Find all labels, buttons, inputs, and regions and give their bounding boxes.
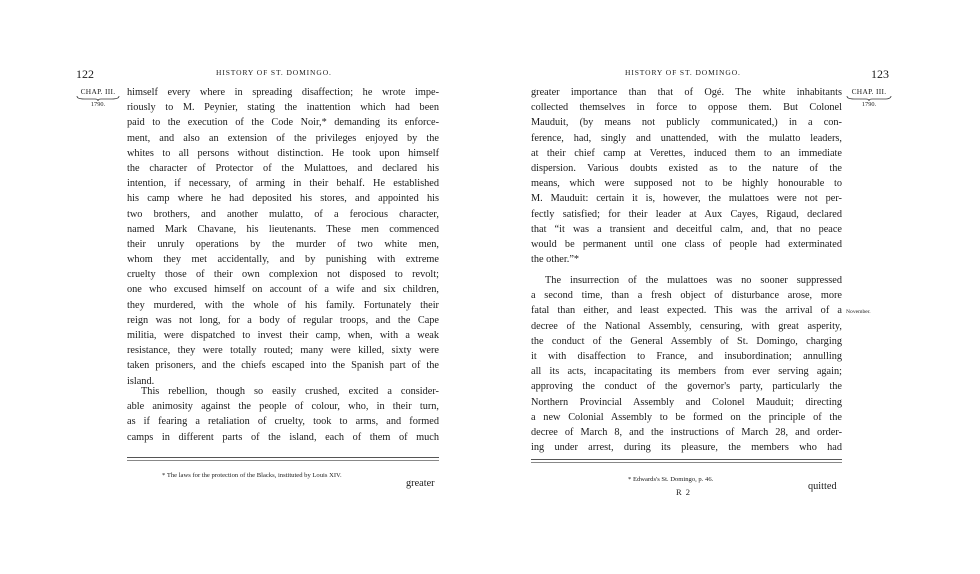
text-line: means, which were supposed not to be highly honourable to xyxy=(531,178,842,190)
text-line: dispersion. Various doubts existed as to the nature of the xyxy=(531,162,842,174)
text-line: taken prisoners, and the chiefs escaped into the Spanish part of the xyxy=(127,360,439,372)
text-line: able animosity against the people of colour, who, in their turn, xyxy=(127,401,439,413)
text-line: two brothers, and another mulatto, of a ferocious character, xyxy=(127,208,439,220)
chapter-label: CHAP. III. xyxy=(80,87,116,96)
year-label: 1790. xyxy=(861,101,877,109)
paragraph xyxy=(127,85,439,389)
signature-mark: R 2 xyxy=(676,487,692,497)
running-head: HISTORY OF ST. DOMINGO. xyxy=(625,68,741,77)
text-line: whites to all persons without distinction. He took upon himself xyxy=(127,147,439,159)
catchword: greater xyxy=(406,478,435,489)
text-line: decree of the National Assembly, censuring, with great asperity, xyxy=(531,320,842,332)
text-line: resistance, they were totally routed; many were killed, sixty were xyxy=(127,345,439,357)
text-line: would be permanent until one class of people had exterminated xyxy=(531,238,842,250)
text-line: one who excused himself on account of a wife and six children, xyxy=(127,284,439,296)
chapter-label: CHAP. III. xyxy=(851,87,887,96)
year-label: 1790. xyxy=(90,101,106,109)
footnote-rule xyxy=(127,460,439,461)
text-line: Northern Provincial Assembly and Colonel Mauduit; directing xyxy=(531,396,842,408)
text-line: camps in different parts of the island, each of them of much xyxy=(127,431,439,443)
footnote: * Edwards's St. Domingo, p. 46. xyxy=(628,476,714,483)
text-line: The insurrection of the mulattoes was no sooner suppressed xyxy=(545,275,842,286)
footnote-rule xyxy=(531,459,842,460)
text-line: it with disaffection to France, and insubordination; annulling xyxy=(531,350,842,362)
right-page xyxy=(490,0,980,574)
text-line: his camp where he had deposited his stores, and appointed his xyxy=(127,193,439,205)
text-line: collected themselves in force to oppose them. But Colonel xyxy=(531,102,842,114)
page-number: 123 xyxy=(871,67,889,81)
text-line: approving the conduct of the governor's party, particularly the xyxy=(531,381,842,393)
text-line: greater importance than that of Ogé. The white inhabitants xyxy=(531,87,842,98)
text-line: ference, had, singly and unattended, with the mulatto leaders, xyxy=(531,132,842,144)
text-line: fectly satisfied; for their leader at Aux Cayes, Rigaud, declared xyxy=(531,208,842,220)
running-head: HISTORY OF ST. DOMINGO. xyxy=(216,68,332,77)
text-line: cruelty those of their own complexion not disposed to revolt; xyxy=(127,269,439,281)
text-line: ment, and also an extension of the privileges enjoyed by the xyxy=(127,132,439,144)
chapter-margin-note xyxy=(76,88,120,109)
text-line: himself every where in spreading disaffection; he wrote impe- xyxy=(127,87,439,98)
text-line: they murdered, with the whole of his family. Fortunately their xyxy=(127,299,439,311)
text-line: militia, were dispatched to invest their camp, when, with a weak xyxy=(127,330,439,341)
catchword: quitted xyxy=(808,481,837,492)
text-line: named Mark Chavane, his lieutenants. These men commenced xyxy=(127,223,439,235)
paragraph xyxy=(127,384,439,445)
chapter-margin-note xyxy=(846,88,892,109)
text-line: as if fearing a retaliation of cruelty, took to arms, and formed xyxy=(127,416,439,428)
text-line: fatal than either, and least expected. This was the arrival of a xyxy=(531,305,842,317)
text-line: decree of March 8, and the instructions of March 28, and order- xyxy=(531,426,842,438)
text-line: riously to M. Peynier, stating the inattention which had been xyxy=(127,102,439,114)
text-line: that “it was a transient and deceitful calm, and, that no peace xyxy=(531,223,842,235)
text-line: at their chief camp at Verettes, induced them to an immediate xyxy=(531,147,842,159)
side-note: November. xyxy=(846,309,871,315)
paragraph xyxy=(531,85,842,267)
text-line: paid to the execution of the Code Noir,* demanding its enforce- xyxy=(127,117,439,129)
text-line: the conduct of the General Assembly of St. Domingo, charging xyxy=(531,335,842,347)
text-line: M. Mauduit: certain it is, however, the mulattoes were not per- xyxy=(531,193,842,205)
text-line: ing under arrest, during its pleasure, the members who had xyxy=(531,442,842,454)
text-line: a new Colonial Assembly to be formed on the principle of the xyxy=(531,411,842,423)
text-line: reign was not long, for a body of regular troops, and the Cape xyxy=(127,314,439,326)
text-line: intention, if necessary, of arming in their behalf. He established xyxy=(127,178,439,190)
text-line: Mauduit, (by means not publicly communicated,) in a con- xyxy=(531,117,842,129)
text-line: island. xyxy=(127,375,155,387)
page-number: 122 xyxy=(76,67,94,81)
text-line: the character of Protector of the Mulattoes, and declared his xyxy=(127,162,439,174)
text-line: whom they met accidentally, and by punishing with extreme xyxy=(127,254,439,266)
text-line: their unruly operations by the murder of two white men, xyxy=(127,238,439,250)
footnote: * The laws for the protection of the Blacks, instituted by Louis XIV. xyxy=(162,472,342,479)
footnote-rule xyxy=(127,457,439,458)
text-line: the other.”* xyxy=(531,254,580,266)
paragraph xyxy=(531,273,842,455)
footnote-rule xyxy=(531,462,842,463)
text-line: a second time, than a fresh object of disturbance arose, more xyxy=(531,290,842,302)
text-line: This rebellion, though so easily crushed, excited a consider- xyxy=(141,386,439,397)
text-line: all its acts, incapacitating its members from ever serving again; xyxy=(531,366,842,378)
